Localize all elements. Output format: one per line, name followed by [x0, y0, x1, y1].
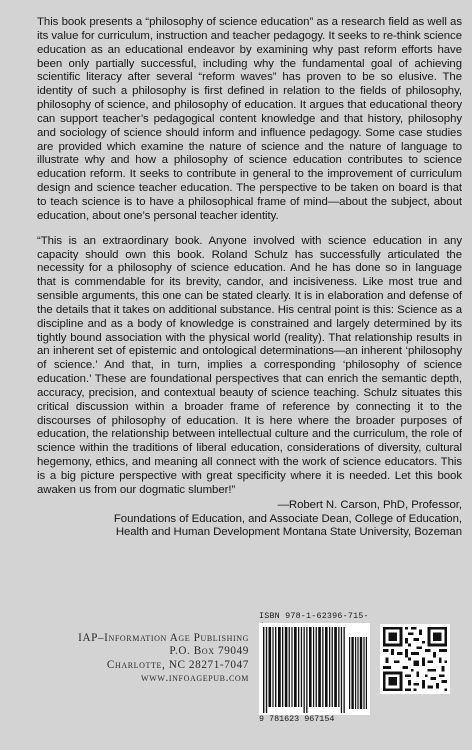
isbn-label: ISBN 978-1-62396-715-	[259, 611, 369, 621]
publisher-info	[0, 632, 249, 686]
publisher-city: Charlotte, NC 28271-7047	[106, 658, 249, 671]
cover-text	[37, 16, 462, 540]
isbn-barcode	[259, 611, 370, 723]
reviewer-name: —Robert N. Carson, PhD, Professor,	[277, 498, 462, 511]
review-quote: “This is an extraordinary book. Anyone involved with science education in any capacity should own this book. Roland Schulz has successfully articulated the necessity for a philosophy of science education. And he has done so in language that is commendable for its brevity, candor, and incisiveness. Like most true and sensible arguments, this one can be stated clearly. It is in elaboration and defense of the details that it takes on additional substance. His central point is this: Science as a discipline and as a body of knowledge is constrained and largely determined by its tightly bound association with the physical world (reality). That relationship results in an inherent set of epistemic and ontological determinations—an inherent ‘philosophy of science.’ And that, in turn, implies a corresponding ‘philosophy of science education.’ These are foundational perspectives that can enrich the semantic depth, accuracy, precision, and contextual beauty of science teaching. Schulz situates this critical discussion within a broader frame of reference by connecting it to the discourses of philosophy of education. It is here where the broader purposes of education, the relationship between intellectual culture and the curriculum, the role of science within the traditions of liberal education, considerations of diversity, cultural hegemony, ethics, and meaning all connect with the work of science educators. This is a big picture perspective with great specificity where it is needed. Let this book awaken us from our dogmatic slumber!”	[37, 234, 462, 496]
publisher-website: www.infoagepub.com	[141, 672, 249, 685]
reviewer-attribution	[37, 499, 462, 541]
reviewer-affiliation-2: Health and Human Development Montana State University, Bozeman	[115, 526, 462, 539]
barcode-digits: 9 781623 967154	[259, 714, 335, 724]
cover-footer	[0, 608, 472, 750]
description-paragraph: This book presents a “philosophy of science education” as a research field as well as its value for curriculum, instruction and teacher pedagogy. It seeks to re-think science education as an educational endeavor by examining why past reform efforts have been only partially successful, including why the fundamental goal of achieving scientific literacy after several “reform waves” has proven to be so elusive. The identity of such a philosophy is first defined in relation to the fields of philosophy, philosophy of science, and philosophy of education. It argues that educational theory can support teacher’s pedagogical content knowledge and that history, philosophy and sociology of science should inform and influence pedagogy. Some case studies are provided which examine the nature of science and the nature of language to illustrate why and how a philosophy of science education contributes to science education reform. It seeks to contribute in general to the improvement of curriculum design and science teacher education. The perspective to be taken on board is that to teach science is to have a philosophical frame of mind—about the subject, about education, about one’s personal teacher identity.	[37, 16, 462, 222]
qr-code	[380, 624, 450, 694]
reviewer-affiliation-1: Foundations of Education, and Associate Dean, College of Education,	[113, 512, 462, 525]
barcode-bars	[259, 623, 370, 715]
publisher-po-box: P.O. Box 79049	[169, 645, 249, 658]
publisher-name: IAP–Information Age Publishing	[78, 632, 249, 644]
